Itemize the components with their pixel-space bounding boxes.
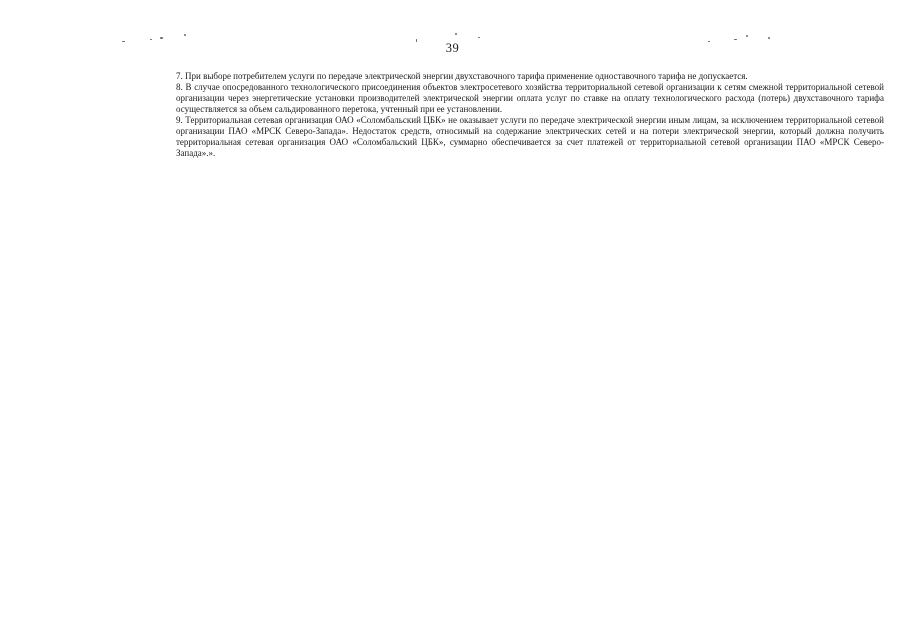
scan-artifact: [160, 37, 163, 39]
scan-artifact: [478, 37, 480, 38]
document-body: [176, 71, 884, 159]
paragraph-7: 7. При выборе потребителем услуги по передаче электрической энергии двухставочного тарифа применение одноставочного тарифа не допускается.: [176, 71, 748, 81]
scan-artifact: [734, 39, 737, 40]
scan-artifact: [184, 34, 186, 36]
paragraph-9: 9. Территориальная сетевая организация ОАО «Соломбальский ЦБК» не оказывает услуги по передаче электрической энергии иным лицам, за исключением территориальной сетевой организации ПАО «МРСК Северо-Запада». Недостаток средств, относимый на содержание электрических сетей и на потери электрической энергии, который должна получить территориальная сетевая организация ОАО «Соломбальский ЦБК», суммарно обеспечивается за счет платежей от территориальной сетевой организации ПАО «МРСК Северо-Запада».».: [176, 115, 884, 158]
scan-artifact: [150, 39, 152, 40]
scan-artifact: [768, 37, 770, 39]
paragraph-8: 8. В случае опосредованного технологического присоединения объектов электросетевого хозяйства территориальной сетевой организации к сетям смежной территориальной сетевой организации через энергетические установки производителей электрической энергии оплата услуг по ставке на оплату технологического расхода (потерь) двухставочного тарифа осуществляется за объем сальдированного перетока, учтенный при ее установлении.: [176, 82, 884, 114]
scan-artifact: [746, 35, 748, 37]
scan-artifact: [455, 33, 457, 35]
page-number: 39: [445, 41, 460, 55]
